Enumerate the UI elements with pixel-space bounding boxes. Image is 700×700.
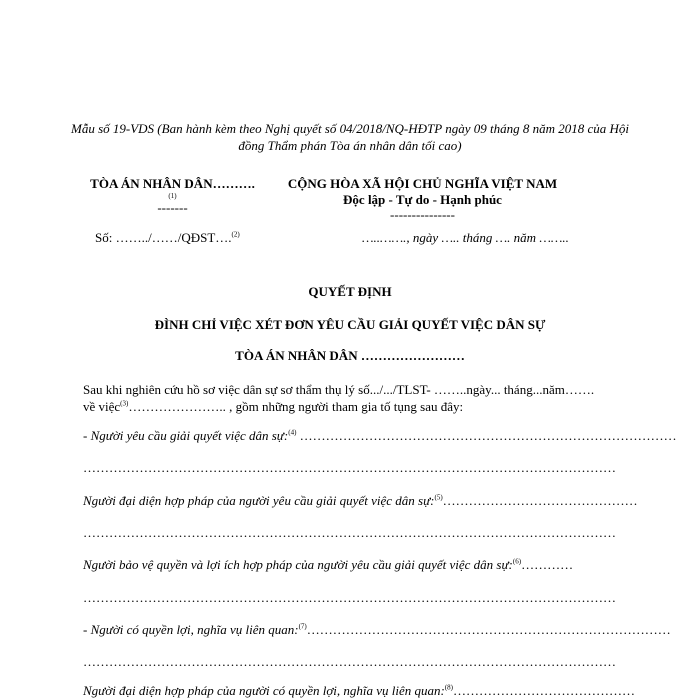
court-line: TÒA ÁN NHÂN DÂN …………………… xyxy=(235,348,465,363)
dotted-line: …………………………………………………………………………………………………………… xyxy=(83,460,616,475)
field-related-party-representative xyxy=(83,683,636,699)
decision-number-footnote: (2) xyxy=(231,230,240,239)
field-footnote: (4) xyxy=(288,428,297,437)
form-reference-note: Mẫu số 19-VDS (Ban hành kèm theo Nghị quyết số 04/2018/NQ-HĐTP ngày 09 tháng 8 năm 2018 của Hội đồng Thẩm phán Tòa án nhân dân tối cao) xyxy=(71,121,629,153)
field-footnote: (5) xyxy=(434,493,443,502)
decision-number-text: Số: ……../……/QĐST…. xyxy=(95,230,232,245)
field-dots: ……………………………………… xyxy=(442,493,638,508)
field-footnote: (8) xyxy=(444,683,454,692)
court-footnote-ref: (1) xyxy=(168,192,177,200)
field-requester-representative xyxy=(83,493,638,509)
intro-footnote: (3) xyxy=(120,399,129,408)
document-subtitle: ĐÌNH CHỈ VIỆC XÉT ĐƠN YÊU CẦU GIẢI QUYẾT VIỆC DÂN SỰ xyxy=(154,317,546,332)
field-requester-protector xyxy=(83,557,613,573)
field-dots: …………………………………… xyxy=(453,683,636,698)
court-divider: ------- xyxy=(157,200,188,215)
field-footnote: (6) xyxy=(512,557,522,566)
field-label: Người đại diện hợp pháp của người yêu cầu giải quyết việc dân sự: xyxy=(83,493,435,508)
dotted-line: …………………………………………………………………………………………………………… xyxy=(83,525,616,540)
field-dots: ………………………………………………………………………… xyxy=(306,622,671,637)
court-name: TÒA ÁN NHÂN DÂN………. xyxy=(90,176,255,191)
field-label: Người bảo vệ quyền và lợi ích hợp pháp của người yêu cầu giải quyết việc dân sự: xyxy=(83,557,513,572)
republic-name: CỘNG HÒA XÃ HỘI CHỦ NGHĨA VIỆT NAM xyxy=(287,176,558,191)
field-dots: ………… xyxy=(521,557,574,572)
intro-paragraph xyxy=(83,381,608,415)
national-motto: Độc lập - Tự do - Hạnh phúc xyxy=(343,192,502,207)
field-requester xyxy=(83,428,677,444)
place-date: …..……., ngày ….. tháng …. năm …….. xyxy=(362,230,569,245)
field-label: - Người có quyền lợi, nghĩa vụ liên quan: xyxy=(83,622,299,637)
field-footnote: (7) xyxy=(298,622,307,631)
republic-header xyxy=(270,176,575,222)
republic-divider: --------------- xyxy=(390,207,455,222)
intro-text-1: Sau khi nghiên cứu hồ sơ việc dân sự sơ thẩm thụ lý số.../.../TLST- ……..ngày... tháng...năm……. về việc xyxy=(83,382,595,414)
document-title: QUYẾT ĐỊNH xyxy=(308,284,392,299)
field-label: Người đại diện hợp pháp của người có quyền lợi, nghĩa vụ liên quan: xyxy=(83,683,445,698)
field-dots: …………………………………………………………………………… xyxy=(296,428,677,443)
dotted-line: …………………………………………………………………………………………………………… xyxy=(83,654,616,669)
intro-text-2: ………………….. , gồm những người tham gia tố tụng sau đây: xyxy=(128,399,464,414)
field-related-party xyxy=(83,622,671,638)
decision-number xyxy=(95,230,240,246)
court-header xyxy=(70,176,275,215)
dotted-line: …………………………………………………………………………………………………………… xyxy=(83,590,616,605)
field-label: - Người yêu cầu giải quyết việc dân sự: xyxy=(83,428,289,443)
